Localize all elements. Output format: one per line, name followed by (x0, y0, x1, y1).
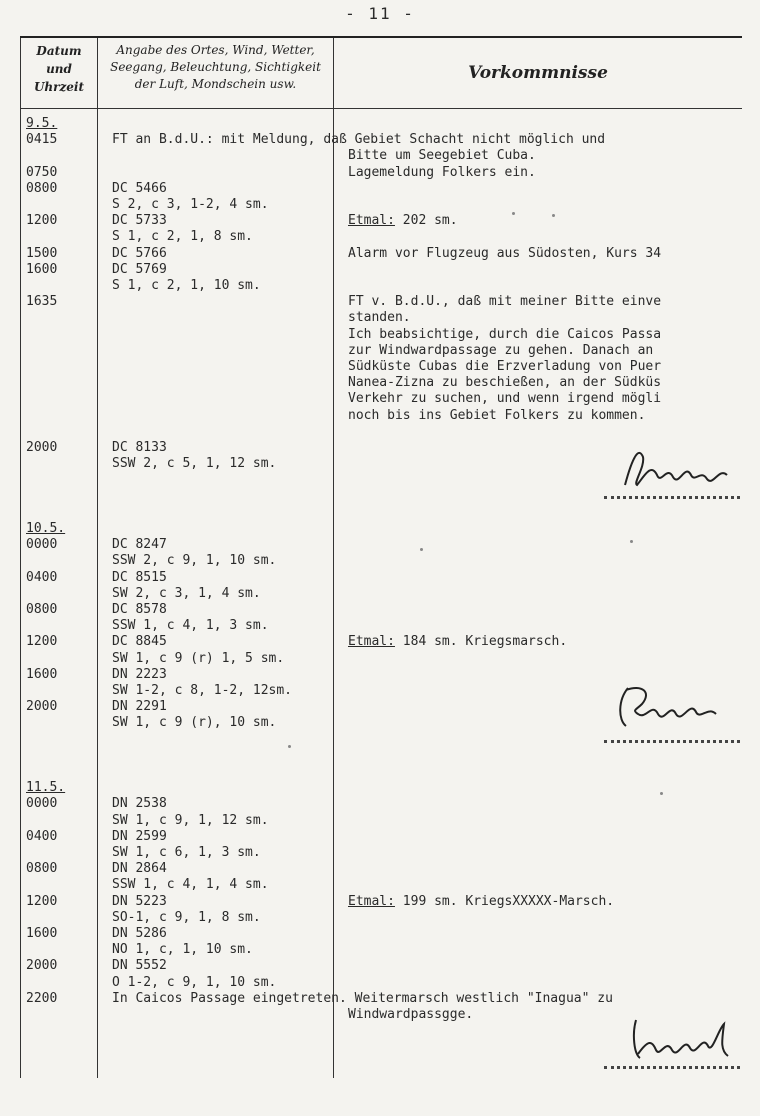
occurrence-text: Verkehr zu suchen, und wenn irgend mögli (348, 391, 662, 407)
time-label: 0750 (26, 164, 58, 180)
scan-speck (552, 214, 555, 217)
time-label: 1635 (26, 294, 58, 310)
time-label: 1600 (26, 666, 58, 682)
occurrence-text: FT v. B.d.U., daß mit meiner Bitte einve (348, 294, 662, 310)
header-col1-line2: und (46, 62, 72, 76)
signature-line-1 (604, 496, 740, 499)
occurrence-text: Alarm vor Flugzeug aus Südosten, Kurs 34 (348, 245, 662, 261)
signature-line-3 (604, 1066, 740, 1069)
position-weather-text: DC 5466 (112, 180, 167, 196)
position-weather-text: DN 5286 (112, 926, 167, 941)
signature-1 (615, 445, 745, 495)
time-label: 2000 (26, 440, 58, 455)
position-weather-text: O 1-2, c 9, 1, 10 sm. (112, 974, 277, 990)
date-label: 10.5. (26, 521, 66, 536)
etmal-label: Etmal: (348, 893, 395, 909)
time-label: 0000 (26, 537, 58, 553)
header-datum-uhrzeit (22, 42, 96, 96)
position-weather-text: DN 5223 (112, 893, 167, 909)
position-weather-text: DC 8133 (112, 440, 167, 455)
occurrence-text: Bitte um Seegebiet Cuba. (348, 148, 536, 164)
header-col2-line1: Angabe des Ortes, Wind, Wetter, (116, 43, 315, 57)
position-weather-text: DN 5552 (112, 958, 167, 974)
column-divider-1 (97, 38, 98, 1078)
header-col1-line3: Uhrzeit (33, 80, 85, 94)
occurrence-text: Etmal: 184 sm. Kriegsmarsch. (348, 634, 568, 650)
position-weather-text: DC 5769 (112, 261, 167, 277)
occurrence-text: zur Windwardpassage zu gehen. Danach an (348, 342, 654, 358)
position-weather-text: SW 1-2, c 8, 1-2, 12sm. (112, 683, 293, 698)
position-weather-text: S 2, c 3, 1-2, 4 sm. (112, 197, 269, 212)
position-weather-text: SSW 2, c 9, 1, 10 sm. (112, 553, 277, 569)
etmal-label: Etmal: (348, 213, 395, 229)
position-weather-text: In Caicos Passage eingetreten. Weitermarsch westlich "Inagua" zu (112, 990, 613, 1006)
date-label: 9.5. (26, 116, 58, 131)
time-label: 0400 (26, 569, 58, 585)
time-label: 1200 (26, 893, 58, 909)
time-label: 0800 (26, 602, 58, 617)
time-label: 2000 (26, 699, 58, 715)
time-label: 1600 (26, 926, 58, 941)
signature-line-2 (604, 740, 740, 743)
header-vorkommnisse: Vorkommnisse (468, 63, 608, 83)
position-weather-text: S 1, c 2, 1, 10 sm. (112, 278, 261, 293)
position-weather-text: DN 2223 (112, 666, 167, 682)
time-label: 0800 (26, 180, 58, 196)
position-weather-text: SW 1, c 9 (r) 1, 5 sm. (112, 650, 285, 666)
occurrence-text: Südküste Cubas die Erzverladung von Puer (348, 359, 662, 374)
header-col1-line1: Datum (36, 44, 82, 58)
position-weather-text: DN 2864 (112, 861, 167, 877)
date-label: 11.5. (26, 780, 66, 796)
position-weather-text: SSW 2, c 5, 1, 12 sm. (112, 456, 277, 472)
occurrence-text: Nanea-Zizna zu beschießen, an der Südküs (348, 375, 662, 391)
header-rule (20, 108, 742, 109)
position-weather-text: DC 5766 (112, 245, 167, 261)
signature-2 (612, 680, 742, 735)
etmal-label: Etmal: (348, 634, 395, 650)
time-label: 1500 (26, 245, 58, 261)
left-border (20, 38, 21, 1078)
position-weather-text: SW 2, c 3, 1, 4 sm. (112, 585, 261, 601)
position-weather-text: DC 8578 (112, 602, 167, 617)
position-weather-text: DC 8515 (112, 569, 167, 585)
scan-speck (288, 745, 291, 748)
header-col2-line3: der Luft, Mondschein usw. (134, 77, 297, 91)
occurrence-text: Windwardpassgge. (348, 1007, 474, 1022)
position-weather-text: SW 1, c 9, 1, 12 sm. (112, 812, 269, 828)
page-number: - 11 - (345, 4, 415, 23)
time-label: 1200 (26, 213, 58, 229)
position-weather-text: NO 1, c, 1, 10 sm. (112, 942, 253, 958)
scan-speck (512, 212, 515, 215)
position-weather-text: S 1, c 2, 1, 8 sm. (112, 229, 253, 245)
time-label: 0800 (26, 861, 58, 877)
column-divider-2 (333, 38, 334, 1078)
position-weather-text: SSW 1, c 4, 1, 3 sm. (112, 618, 269, 634)
position-weather-text: DN 2538 (112, 796, 167, 812)
top-rule (20, 36, 742, 38)
occurrence-text: Lagemeldung Folkers ein. (348, 164, 536, 180)
position-weather-text: DN 2599 (112, 828, 167, 844)
position-weather-text: DC 5733 (112, 213, 167, 229)
position-weather-text: SW 1, c 9 (r), 10 sm. (112, 715, 277, 731)
position-weather-text: SSW 1, c 4, 1, 4 sm. (112, 877, 269, 893)
position-weather-text: DN 2291 (112, 699, 167, 715)
occurrence-text: Ich beabsichtige, durch die Caicos Passa (348, 326, 662, 342)
position-weather-text: DC 8845 (112, 634, 167, 650)
position-weather-text: FT an B.d.U.: mit Meldung, daß Gebiet Schacht nicht möglich und (112, 132, 606, 148)
position-weather-text: SW 1, c 6, 1, 3 sm. (112, 845, 261, 860)
time-label: 2000 (26, 958, 58, 974)
occurrence-text: Etmal: 202 sm. (348, 213, 458, 229)
scan-speck (630, 540, 633, 543)
time-label: 0400 (26, 828, 58, 844)
time-label: 1200 (26, 634, 58, 650)
header-angabe (99, 42, 332, 93)
header-col2-line2: Seegang, Beleuchtung, Sichtigkeit (110, 60, 321, 74)
occurrence-text: Etmal: 199 sm. KriegsXXXXX-Marsch. (348, 893, 615, 909)
position-weather-text: SO-1, c 9, 1, 8 sm. (112, 909, 261, 925)
scan-speck (420, 548, 423, 551)
time-label: 0415 (26, 132, 58, 148)
occurrence-text: standen. (348, 310, 411, 326)
position-weather-text: DC 8247 (112, 537, 167, 553)
signature-3 (628, 1010, 743, 1065)
time-label: 0000 (26, 796, 58, 812)
scan-speck (660, 792, 663, 795)
occurrence-text: noch bis ins Gebiet Folkers zu kommen. (348, 407, 646, 423)
time-label: 2200 (26, 990, 58, 1006)
time-label: 1600 (26, 261, 58, 277)
